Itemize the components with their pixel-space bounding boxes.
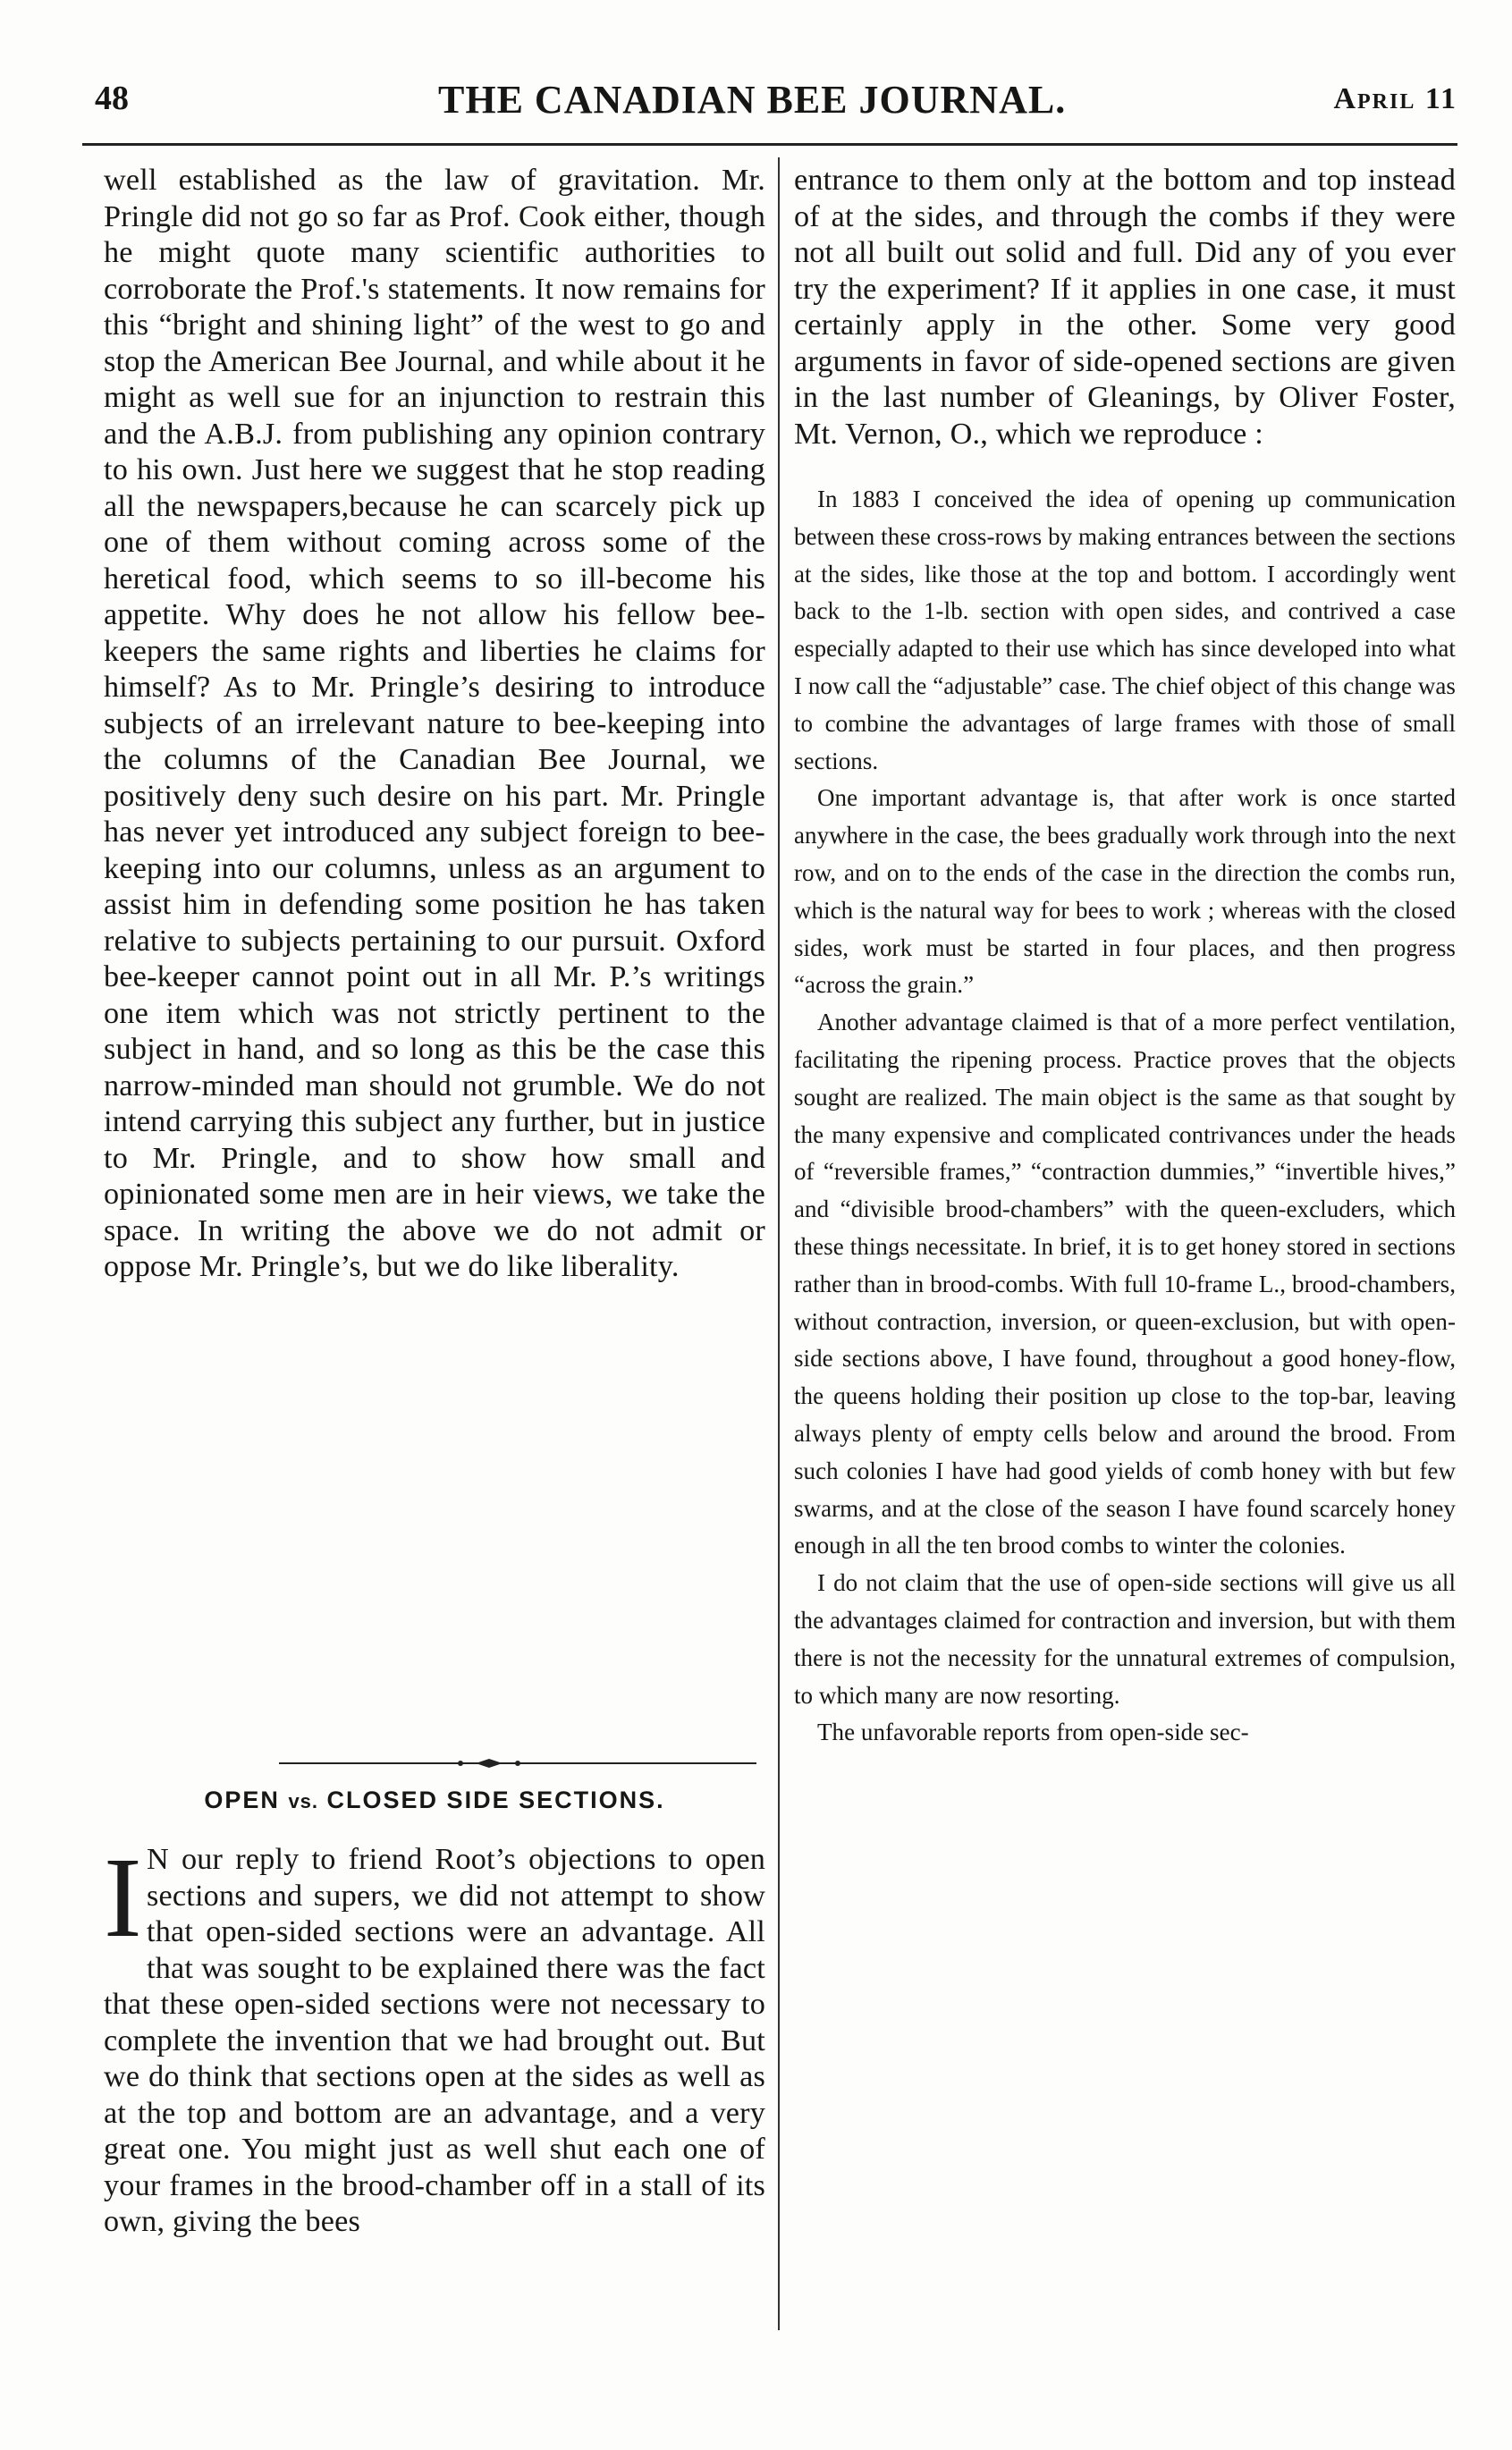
section-separator bbox=[279, 1756, 756, 1770]
right-paragraph-1: entrance to them only at the bottom and top instead of at the sides, and through the combs if they were not all built out solid and full. Did any of you ever try the experiment? If it applies in one case, it must certainly apply in the other. Some very good arguments in favor of side-opened sections are given in the last number of Gleanings, by Oliver Foster, Mt. Vernon, O., which we reproduce : bbox=[794, 164, 1456, 451]
quoted-excerpt bbox=[794, 481, 1456, 1752]
dropcap-letter: I bbox=[104, 1834, 142, 1961]
left-paragraph-1: well established as the law of gravitation. Mr. Pringle did not go so far as Prof. Cook either, though he might quote many scientific authorities to corroborate the Prof.'s statements. It now remains for this “bright and shining light” of the west to go and stop the American Bee Journal, and while about it he might as well sue for an injunction to restrain this and the A.B.J. from publishing any opinion contrary to his own. Just here we suggest that he stop reading all the newspapers,because he can scarcely pick up one of them without coming across some of the heretical food, which seems to so ill-become his appetite. Why does he not allow his fellow bee-keepers the same rights and liberties he claims for himself? As to Mr. Pringle’s desiring to introduce subjects of an irrelevant nature to bee-keeping into the columns of the Canadian Bee Journal, we positively deny such desire on his part. Mr. Pringle has never yet introduced any subject foreign to bee-keeping into our columns, unless as an argument to assist him in defending some position he has taken relative to subjects pertaining to our pursuit. Oxford bee-keeper cannot point out in all Mr. P.’s writings one item which was not strictly pertinent to the subject in hand, and so long as this be the case this narrow-minded man should not grumble. We do not intend carrying this subject any further, but in justice to Mr. Pringle, and to show how small and opinionated some men are in heir views, we take the space. In writing the above we do not admit or oppose Mr. Pringle’s, but we do like liberality. bbox=[104, 164, 765, 1283]
column-divider bbox=[778, 157, 780, 2330]
section-title bbox=[104, 1787, 765, 1814]
quote-paragraph-4: I do not claim that the use of open-side sections will give us all the advantages claimed for contraction and inversion, but with them there is not the necessity for the unnatural extremes of compulsion, to which many are now resorting. bbox=[794, 1569, 1456, 1709]
left-paragraph-2-text: N our reply to friend Root’s objections to open sections and supers, we did not attempt to show that open-sided sections were an advantage. All that was sought to be explained there was the fact that these open-sided sections were not necessary to complete the invention that we had brought out. But we do think that sections open at the sides as well as at the top and bottom are an advantage, and a very great one. You might just as well shut each one of your frames in the brood-chamber off in a stall of its own, giving the bees bbox=[104, 1843, 765, 2238]
page-header bbox=[89, 72, 1457, 134]
separator-ornament bbox=[279, 1756, 756, 1770]
section-title-closed: CLOSED SIDE SECTIONS. bbox=[326, 1787, 665, 1813]
journal-title: THE CANADIAN BEE JOURNAL. bbox=[438, 78, 1067, 122]
section-title-vs: vs. bbox=[288, 1790, 319, 1812]
header-rule bbox=[82, 143, 1457, 146]
quote-paragraph-2: One important advantage is, that after work is once started anywhere in the case, the bees gradually work through into the next row, and on to the ends of the case in the direction the combs run, which is the natural way for bees to work ; whereas with the closed sides, work must be started in four places, and then progress “across the grain.” bbox=[794, 784, 1456, 999]
quote-paragraph-3: Another advantage claimed is that of a more perfect ventilation, facilitating the ripening process. Practice proves that the objects sought are realized. The main object is the same as that sought by the many expensive and complicated contrivances under the heads of “reversible frames,” “contraction dummies,” “invertible hives,” and “divisible brood-chambers” with the queen-excluders, which these things necessitate. In brief, it is to get honey stored in sections rather than in brood-combs. With full 10-frame L., brood-chambers, without contraction, inversion, or queen-exclusion, but with open-side sections above, I have found, throughout a good honey-flow, the queens holding their position up close to the top-bar, leaving always plenty of empty cells below and around the brood. From such colonies I have had good yields of comb honey with but few swarms, and at the close of the season I have found scarcely honey enough in all the ten brood combs to winter the colonies. bbox=[794, 1009, 1456, 1559]
left-paragraph-2 bbox=[104, 1834, 765, 2241]
page-number: 48 bbox=[95, 80, 129, 117]
quote-paragraph-5: The unfavorable reports from open-side sec- bbox=[817, 1719, 1249, 1746]
section-title-open: OPEN bbox=[204, 1787, 280, 1813]
quote-paragraph-1: In 1883 I conceived the idea of opening up communication between these cross-rows by making entrances between the sections at the sides, like those at the top and bottom. I accordingly went back to the 1-lb. section with open sides, and contrived a case especially adapted to their use which has since developed into what I now call the “adjustable” case. The chief object of this change was to combine the advantages of large frames with those of small sections. bbox=[794, 486, 1456, 774]
issue-date: April 11 bbox=[1333, 82, 1457, 115]
right-column bbox=[794, 163, 1456, 1752]
left-column bbox=[104, 163, 765, 2238]
